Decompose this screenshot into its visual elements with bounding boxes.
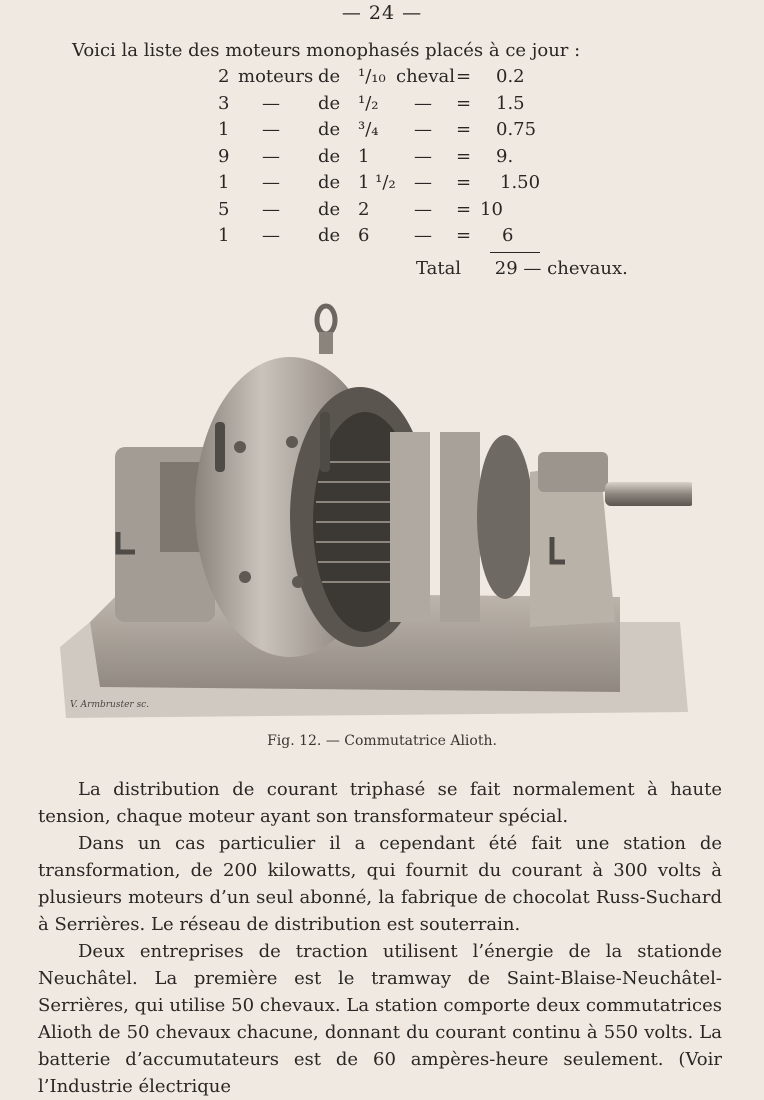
bolt	[286, 436, 298, 448]
total-row	[416, 258, 628, 279]
total-label: Tatal	[416, 258, 462, 279]
motor-word: —	[262, 145, 280, 167]
bolt	[234, 441, 246, 453]
motor-equals: =	[456, 225, 472, 246]
total-value: 29 — chevaux.	[494, 258, 628, 279]
motor-equals: =	[456, 92, 472, 114]
motor-power: 2	[358, 198, 370, 220]
motor-count: 1	[218, 119, 230, 140]
motor-power: ³/₄	[358, 119, 379, 140]
motor-count: 1	[218, 172, 230, 193]
shaft	[605, 482, 692, 506]
motor-de: de	[318, 119, 341, 140]
motor-count: 2	[218, 66, 230, 87]
bearing-cap	[538, 452, 608, 492]
motor-de: de	[318, 172, 341, 193]
brush-holder	[390, 432, 430, 622]
bolt	[292, 576, 304, 588]
engraver-signature: V. Armbruster sc.	[70, 700, 150, 710]
motor-unit: cheval	[396, 66, 455, 87]
motor-row	[190, 117, 630, 144]
motor-de: de	[318, 92, 341, 114]
motor-power: ¹/₂	[358, 92, 379, 114]
motor-count: 5	[218, 198, 230, 220]
brush-holder	[440, 432, 480, 622]
motor-equals: =	[456, 172, 472, 193]
motor-value: 0.2	[496, 66, 525, 87]
motor-word: —	[262, 92, 280, 114]
page-number: — 24 —	[341, 2, 423, 24]
paragraph-text: La distribution de courant triphasé se fait normalement à haute tension, chaque moteur ayant son transformateur spécial.	[38, 779, 722, 827]
motor-word: —	[262, 119, 280, 140]
motor-de: de	[318, 145, 341, 167]
motor-unit: —	[414, 145, 432, 167]
motor-power: 6	[358, 225, 370, 246]
motor-value: 0.75	[496, 119, 537, 140]
commutatrice-illustration	[60, 292, 692, 722]
motor-row	[190, 170, 630, 197]
motor-row	[190, 144, 630, 171]
motor-de: de	[318, 198, 341, 220]
motor-de: de	[318, 66, 341, 87]
motor-count: 1	[218, 225, 230, 246]
motor-value: 1.50	[500, 172, 541, 193]
intro-text: Voici la liste des moteurs monophasés placés à ce jour :	[72, 40, 581, 61]
paragraph	[38, 938, 722, 1100]
motor-equals: =	[456, 145, 472, 167]
motor-power: 1	[358, 145, 370, 167]
bolt	[239, 571, 251, 583]
motor-unit: —	[414, 92, 432, 114]
figure-commutatrice	[60, 292, 692, 722]
lifting-eye	[317, 306, 335, 334]
figure-caption: Fig. 12. — Commutatrice Alioth.	[267, 733, 497, 749]
motor-equals: =	[456, 66, 472, 87]
motor-value: 1.5	[496, 92, 525, 114]
motor-row	[190, 223, 630, 250]
motor-row	[190, 197, 630, 224]
lifting-eye-post	[319, 332, 333, 354]
motor-count: 9	[218, 145, 230, 167]
motor-equals: =	[456, 198, 472, 220]
motor-word: —	[262, 198, 280, 220]
motor-row	[190, 91, 630, 118]
motor-word: —	[262, 225, 280, 246]
motor-unit: —	[414, 119, 432, 140]
paragraph	[38, 776, 722, 830]
motor-value: 9.	[496, 145, 514, 167]
motor-list	[190, 64, 630, 250]
vent-slot	[215, 422, 225, 472]
motor-unit: —	[414, 172, 432, 193]
slip-rings	[477, 435, 533, 599]
total-rule	[490, 252, 540, 253]
vent-slot	[320, 412, 330, 472]
motor-word: —	[262, 172, 280, 193]
brush-rack	[160, 462, 200, 552]
paragraph-text: Dans un cas particulier il a cependant été fait une station de transformation, de 200 kilowatts, qui fournit du courant à 300 volts à plusieurs moteurs d’un seul abonné, la fabrique de chocolat Russ-Suchard à Serrières. Le réseau de distribution est souterrain.	[38, 833, 722, 935]
paragraph	[38, 830, 722, 938]
motor-unit: —	[414, 225, 432, 246]
motor-count: 3	[218, 92, 230, 114]
motor-de: de	[318, 225, 341, 246]
motor-value: 10	[480, 198, 503, 220]
motor-row	[190, 64, 630, 91]
motor-word: moteurs	[238, 66, 314, 87]
motor-equals: =	[456, 119, 472, 140]
motor-unit: —	[414, 198, 432, 220]
paragraph-text: Deux entreprises de traction utilisent l’énergie de la stationde Neuchâtel. La première est le tramway de Saint-Blaise-Neuchâtel-Serrières, qui utilise 50 chevaux. La station comporte deux commutatrices Alioth de 50 chevaux chacune, donnant du courant continu à 550 volts. La batterie d’accumutateurs est de 60 ampères-heure seulement. (Voir l’Industrie électrique	[38, 941, 722, 1097]
motor-value: 6	[502, 225, 514, 246]
motor-power: ¹/₁₀	[358, 66, 386, 87]
motor-power: 1 ¹/₂	[358, 172, 396, 193]
